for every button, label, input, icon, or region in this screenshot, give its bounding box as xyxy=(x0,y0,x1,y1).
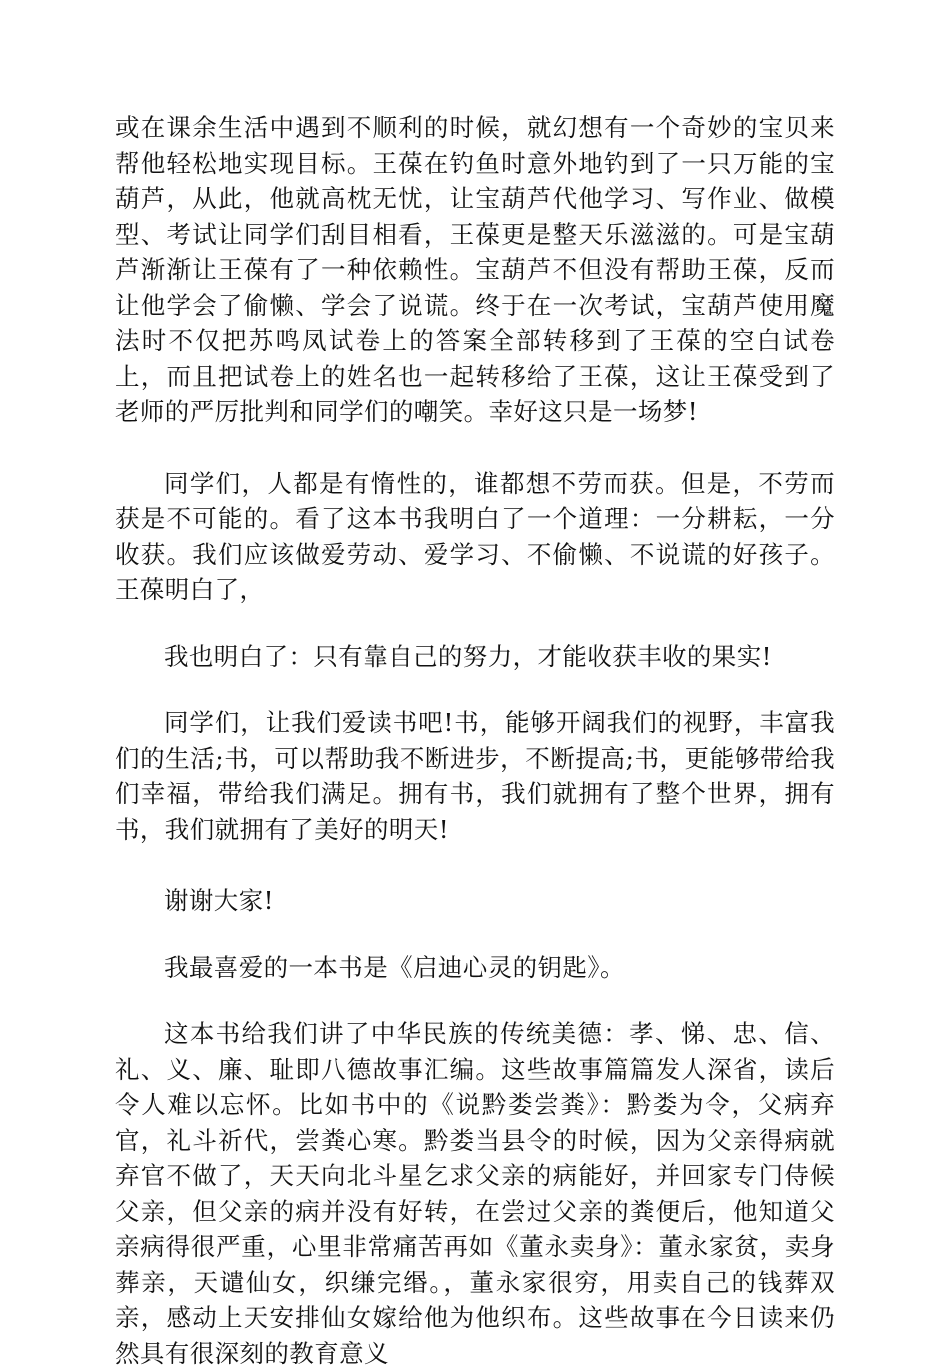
paragraph-love-reading: 同学们，让我们爱读书吧!书，能够开阔我们的视野，丰富我们的生活;书，可以帮助我不断进步，不断提高;书，更能够带给我们幸福，带给我们满足。拥有书，我们就拥有了整个世界，拥有书，我们就拥有了美好的明天! xyxy=(115,708,835,844)
paragraph-favorite-book: 我最喜爱的一本书是《启迪心灵的钥匙》。 xyxy=(164,952,625,982)
document-page xyxy=(115,110,835,1371)
paragraph-thanks: 谢谢大家! xyxy=(164,886,274,915)
paragraph-wang-bao-story: 或在课余生活中遇到不顺利的时候，就幻想有一个奇妙的宝贝来帮他轻松地实现目标。王葆在钓鱼时意外地钓到了一只万能的宝葫芦，从此，他就高枕无忧，让宝葫芦代他学习、写作业、做模型、考试让同学们刮目相看，王葆更是整天乐滋滋的。可是宝葫芦渐渐让王葆有了一种依赖性。宝葫芦不但没有帮助王葆，反而让他学会了偷懒、学会了说谎。终于在一次考试，宝葫芦使用魔法时不仅把苏鸣凤试卷上的答案全部转移到了王葆的空白试卷上，而且把试卷上的姓名也一起转移给了王葆，这让王葆受到了老师的严厉批判和同学们的嘲笑。幸好这只是一场梦! xyxy=(115,113,835,426)
paragraph-self-effort: 我也明白了：只有靠自己的努力，才能收获丰收的果实! xyxy=(164,641,772,671)
paragraph-no-pain-no-gain: 同学们，人都是有惰性的，谁都想不劳而获。但是，不劳而获是不可能的。看了这本书我明白了一个道理：一分耕耘，一分收获。我们应该做爱劳动、爱学习、不偷懒、不说谎的好孩子。王葆明白了， xyxy=(115,468,835,604)
paragraph-eight-virtues: 这本书给我们讲了中华民族的传统美德：孝、悌、忠、信、礼、义、廉、耻即八德故事汇编。这些故事篇篇发人深省，读后令人难以忘怀。比如书中的《说黔娄尝粪》：黔娄为令，父病弃官，礼斗祈代，尝粪心寒。黔娄当县令的时候，因为父亲得病就弃官不做了，天天向北斗星乞求父亲的病能好，并回家专门侍候父亲，但父亲的病并没有好转，在尝过父亲的粪便后，他知道父亲病得很严重，心里非常痛苦再如《董永卖身》：董永家贫，卖身葬亲，天谴仙女，织缣完缗。，董永家很穷，用卖自己的钱葬双亲，感动上天安排仙女嫁给他为他织布。这些故事在今日读来仍然具有很深刻的教育意义 xyxy=(115,1019,835,1368)
